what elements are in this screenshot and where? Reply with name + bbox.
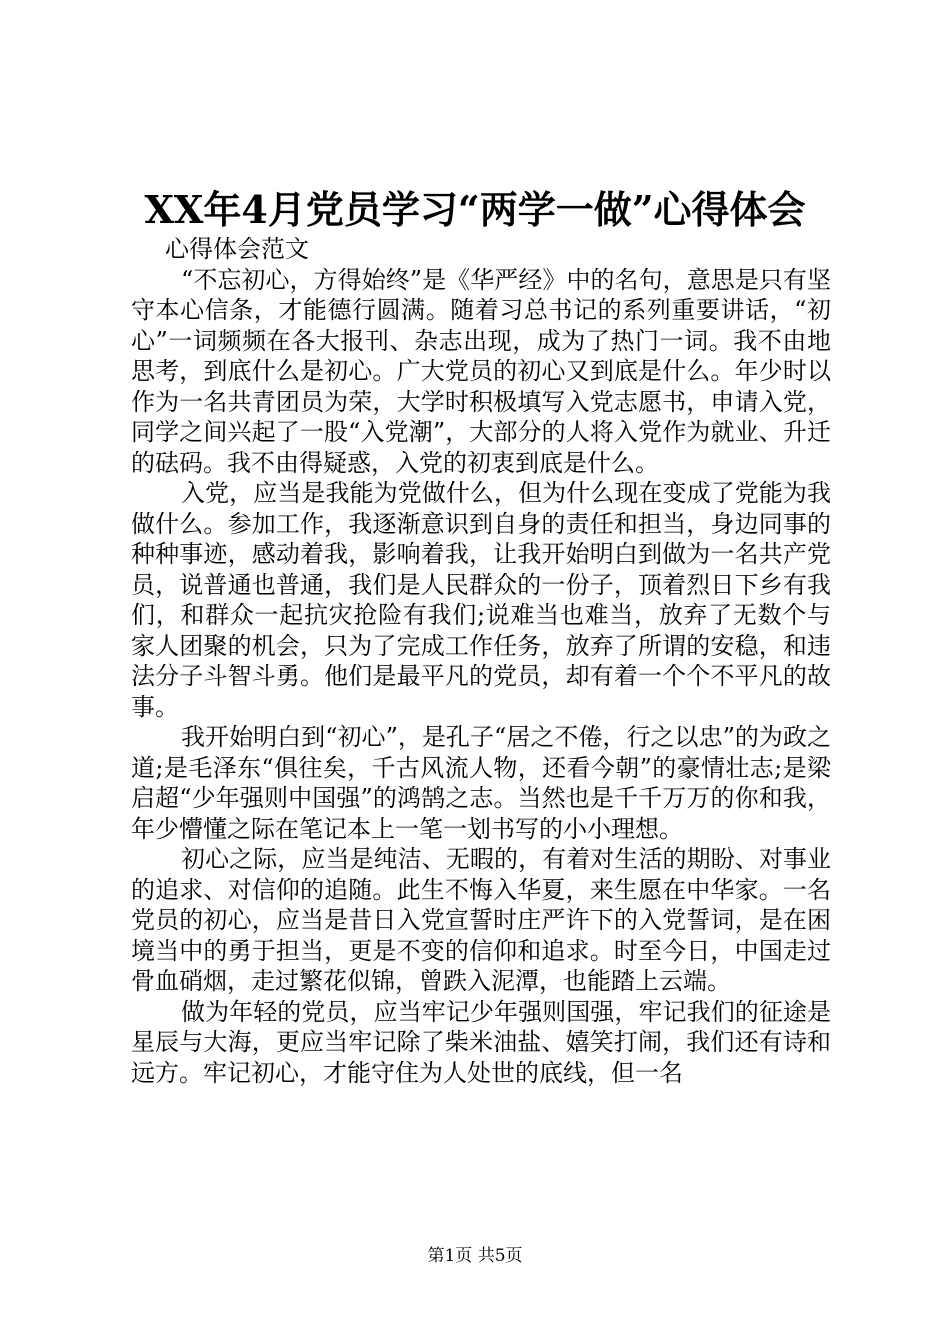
page-title: XX年4月党员学习“两学一做”心得体会	[144, 187, 806, 232]
paragraph: 初心之际，应当是纯洁、无暇的，有着对生活的期盼、对事业的追求、对信仰的追随。此生不悔入华夏，来生愿在中华家。一名党员的初心，应当是昔日入党宣誓时庄严许下的入党誓词，是在困境当中的勇于担当，更是不变的信仰和追求。时至今日，中国走过骨血硝烟，走过繁花似锦，曾跌入泥潭，也能踏上云端。	[131, 845, 831, 995]
document-body	[131, 234, 831, 1088]
page-footer: 第1页 共5页	[427, 1246, 523, 1266]
paragraph: 入党，应当是我能为党做什么，但为什么现在变成了党能为我做什么。参加工作，我逐渐意识到自身的责任和担当，身边同事的种种事迹，感动着我，影响着我，让我开始明白到做为一名共产党员，说普通也普通，我们是人民群众的一份子，顶着烈日下乡有我们，和群众一起抗灾抢险有我们;说难当也难当，放弃了无数个与家人团聚的机会，只为了完成工作任务，放弃了所谓的安稳，和违法分子斗智斗勇。他们是最平凡的党员，却有着一个个不平凡的故事。	[131, 479, 831, 721]
paragraph: “不忘初心，方得始终”是《华严经》中的名句，意思是只有坚守本心信条，才能德行圆满。随着习总书记的系列重要讲话，“初心”一词频频在各大报刊、杂志出现，成为了热门一词。我不由地思考，到底什么是初心。广大党员的初心又到底是什么。年少时以作为一名共青团员为荣，大学时积极填写入党志愿书，申请入党，同学之间兴起了一股“入党潮”，大部分的人将入党作为就业、升迁的砝码。我不由得疑惑，入党的初衷到底是什么。	[131, 265, 831, 477]
paragraph: 做为年轻的党员，应当牢记少年强则国强，牢记我们的征途是星辰与大海，更应当牢记除了柴米油盐、嬉笑打闹，我们还有诗和远方。牢记初心，才能守住为人处世的底线，但一名	[131, 997, 831, 1087]
paragraph: 我开始明白到“初心”，是孔子“居之不倦，行之以忠”的为政之道;是毛泽东“俱往矣，千古风流人物，还看今朝”的豪情壮志;是梁启超“少年强则中国强”的鸿鹄之志。当然也是千千万万的你和我，年少懵懂之际在笔记本上一笔一划书写的小小理想。	[131, 723, 831, 843]
document-subtitle: 心得体会范文	[165, 235, 309, 263]
